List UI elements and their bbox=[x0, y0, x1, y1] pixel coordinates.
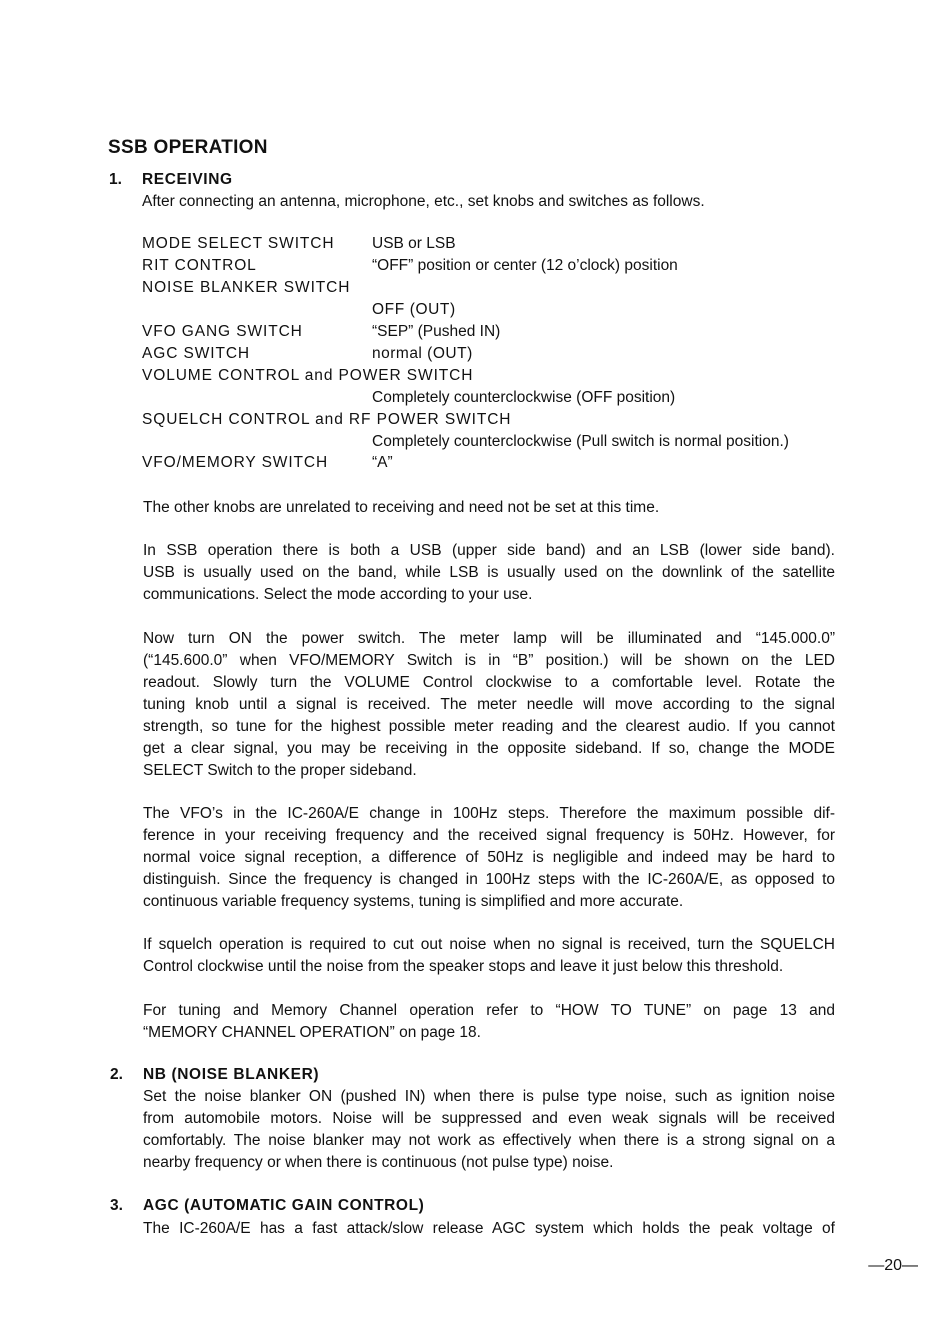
paragraph-line: In SSB operation there is both a USB (upper side band) and an LSB (lower side band). bbox=[143, 542, 835, 559]
page-number: —20— bbox=[868, 1257, 918, 1274]
paragraph-line: strength, so tune for the highest possible meter reading and the clearest audio. If you cannot bbox=[143, 718, 835, 735]
setting-value: normal (OUT) bbox=[372, 345, 473, 362]
paragraph-squelch bbox=[143, 934, 835, 978]
paragraph-line: The VFO’s in the IC-260A/E change in 100Hz steps. Therefore the maximum possible dif- bbox=[143, 805, 835, 822]
paragraph-noise-blanker bbox=[143, 1086, 835, 1174]
setting-value: Completely counterclockwise (OFF position) bbox=[372, 389, 676, 406]
section-title-receiving: RECEIVING bbox=[142, 171, 233, 188]
paragraph-line: comfortably. The noise blanker may not work as effectively when there is a strong signal on a bbox=[143, 1132, 835, 1149]
paragraph-line: “MEMORY CHANNEL OPERATION” on page 18. bbox=[143, 1024, 481, 1041]
section-number: 1. bbox=[109, 171, 122, 188]
paragraph-ssb-sidebands bbox=[143, 540, 835, 606]
paragraph-line: If squelch operation is required to cut out noise when no signal is received, turn the SQUELCH bbox=[143, 936, 835, 953]
setting-label: MODE SELECT SWITCH bbox=[142, 235, 335, 252]
paragraph-line: For tuning and Memory Channel operation refer to “HOW TO TUNE” on page 13 and bbox=[143, 1002, 835, 1019]
section-title-agc: AGC (AUTOMATIC GAIN CONTROL) bbox=[143, 1197, 425, 1214]
setting-value: Completely counterclockwise (Pull switch is normal position.) bbox=[372, 433, 789, 450]
paragraph-line: SELECT Switch to the proper sideband. bbox=[143, 762, 417, 779]
page-title: SSB OPERATION bbox=[108, 137, 268, 158]
setting-value: “SEP” (Pushed IN) bbox=[372, 323, 501, 340]
paragraph-line: nearby frequency or when there is continuous (not pulse type) noise. bbox=[143, 1154, 614, 1171]
setting-label: NOISE BLANKER SWITCH bbox=[142, 279, 351, 296]
setting-label: VOLUME CONTROL and POWER SWITCH bbox=[142, 367, 474, 384]
paragraph-line: communications. Select the mode according to your use. bbox=[143, 586, 533, 603]
paragraph-line: from automobile motors. Noise will be suppressed and even weak signals will be received bbox=[143, 1110, 835, 1127]
paragraph-line: get a clear signal, you may be receiving in the opposite sideband. If so, change the MODE bbox=[143, 740, 835, 757]
setting-value: “A” bbox=[372, 454, 393, 471]
setting-value: OFF (OUT) bbox=[372, 301, 456, 318]
paragraph-agc bbox=[143, 1218, 835, 1240]
paragraph-line: readout. Slowly turn the VOLUME Control clockwise to a comfortable level. Rotate the bbox=[143, 674, 835, 691]
setting-label: RIT CONTROL bbox=[142, 257, 257, 274]
paragraph-line: normal voice signal reception, a difference of 50Hz is negligible and indeed may be hard to bbox=[143, 849, 835, 866]
setting-value: USB or LSB bbox=[372, 235, 456, 252]
section-number: 3. bbox=[110, 1197, 123, 1214]
paragraph-line: Control clockwise until the noise from the speaker stops and leave it just below this threshold. bbox=[143, 958, 784, 975]
receiving-intro: After connecting an antenna, microphone, etc., set knobs and switches as follows. bbox=[142, 193, 705, 210]
setting-label: VFO GANG SWITCH bbox=[142, 323, 303, 340]
paragraph-line: tuning knob until a signal is received. The meter needle will move according to the signal bbox=[143, 696, 835, 713]
paragraph-line: (“145.600.0” when VFO/MEMORY Switch is in “B” position.) will be shown on the LED bbox=[143, 652, 835, 669]
paragraph-line: ference in your receiving frequency and the received signal frequency is 50Hz. However, for bbox=[143, 827, 835, 844]
paragraph-vfo-steps bbox=[143, 803, 835, 913]
paragraph-other-knobs bbox=[143, 497, 835, 519]
paragraph-line: Set the noise blanker ON (pushed IN) when there is pulse type noise, such as ignition noise bbox=[143, 1088, 835, 1105]
setting-label: VFO/MEMORY SWITCH bbox=[142, 454, 329, 471]
setting-label: SQUELCH CONTROL and RF POWER SWITCH bbox=[142, 411, 512, 428]
paragraph-line: Now turn ON the power switch. The meter lamp will be illuminated and “145.000.0” bbox=[143, 630, 835, 647]
paragraph-power-on bbox=[143, 628, 835, 782]
paragraph-line: The other knobs are unrelated to receiving and need not be set at this time. bbox=[143, 499, 660, 516]
paragraph-line: continuous variable frequency systems, tuning is simplified and more accurate. bbox=[143, 893, 684, 910]
paragraph-references bbox=[143, 1000, 835, 1044]
paragraph-line: distinguish. Since the frequency is changed in 100Hz steps with the IC-260A/E, as opposed to bbox=[143, 871, 835, 888]
section-number: 2. bbox=[110, 1066, 123, 1083]
paragraph-line: The IC-260A/E has a fast attack/slow release AGC system which holds the peak voltage of bbox=[143, 1220, 835, 1237]
section-title-noise-blanker: NB (NOISE BLANKER) bbox=[143, 1066, 320, 1083]
setting-label: AGC SWITCH bbox=[142, 345, 251, 362]
setting-value: “OFF” position or center (12 o’clock) position bbox=[372, 257, 678, 274]
paragraph-line: USB is usually used on the band, while LSB is usually used on the downlink of the satellite bbox=[143, 564, 835, 581]
